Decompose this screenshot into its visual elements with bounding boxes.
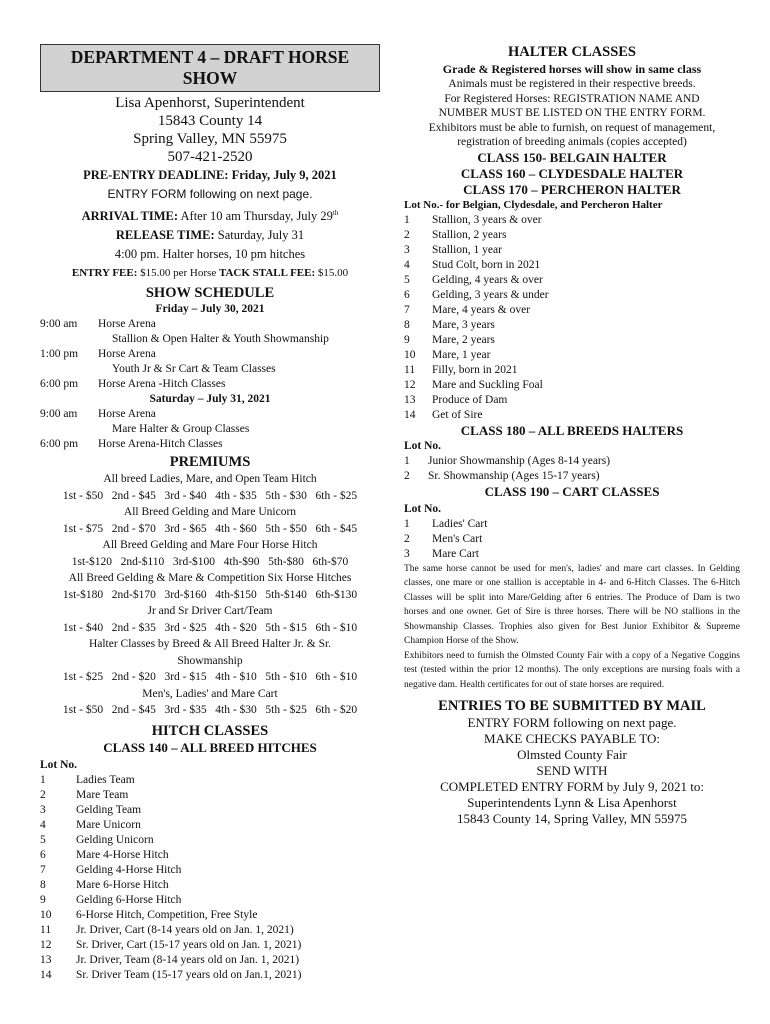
- intro-line: Exhibitors must be able to furnish, on request of management,: [428, 121, 716, 134]
- showmanship-lot-list: [404, 454, 740, 484]
- lot-number: 6: [40, 848, 46, 861]
- premium-amounts: 1st-$120 2nd-$110 3rd-$100 4th-$90 5th-$80 6th-$70: [71, 555, 349, 568]
- list-item: [404, 363, 740, 378]
- schedule-row: [40, 377, 380, 392]
- list-item: [40, 908, 380, 923]
- entry-fee-label: ENTRY FEE:: [71, 267, 138, 280]
- schedule-row: [40, 317, 380, 332]
- lot-name: Stud Colt, born in 2021: [432, 258, 541, 271]
- lot-number: 2: [404, 228, 410, 241]
- list-item: [404, 258, 740, 273]
- lot-number: 4: [404, 258, 410, 271]
- list-item: [40, 833, 380, 848]
- lot-no-label: Lot No.: [40, 758, 78, 771]
- lot-name: Mare, 1 year: [432, 348, 491, 361]
- lot-number: 13: [404, 393, 416, 406]
- lot-number: 3: [40, 803, 46, 816]
- list-item: [40, 938, 380, 953]
- class-160-heading: CLASS 160 – CLYDESDALE HALTER: [460, 165, 684, 181]
- lot-no-label-190: Lot No.: [404, 502, 442, 515]
- list-item: [404, 213, 740, 228]
- lot-no-label-180: Lot No.: [404, 439, 442, 452]
- schedule-place: Horse Arena: [98, 408, 156, 421]
- lot-number: 10: [404, 348, 416, 361]
- lot-name: Gelding, 3 years & under: [432, 288, 549, 301]
- lot-name: Gelding, 4 years & over: [432, 273, 543, 286]
- lot-name: Ladies' Cart: [432, 517, 488, 530]
- friday-heading: Friday – July 30, 2021: [155, 303, 265, 316]
- premium-class: 1st - $25 2nd - $20 3rd - $15 4th - $10 5th - $10 6th - $10: [62, 671, 358, 684]
- list-item: [40, 818, 380, 833]
- lot-number: 2: [404, 469, 410, 482]
- lot-name: 6-Horse Hitch, Competition, Free Style: [76, 908, 258, 921]
- list-item: [40, 878, 380, 893]
- premium-class: 1st - $50 2nd - $45 3rd - $35 4th - $30 5th - $25 6th - $20: [62, 704, 358, 717]
- lot-name: Mare Team: [76, 788, 129, 801]
- premium-class: Men's, Ladies' and Mare Cart: [142, 687, 278, 700]
- mail-line: 15843 County 14, Spring Valley, MN 55975: [456, 811, 688, 826]
- lot-number: 5: [404, 273, 410, 286]
- premium-class: All Breed Gelding and Mare Four Horse Hitch: [102, 539, 318, 552]
- lot-number: 13: [40, 953, 52, 966]
- class-180-heading: CLASS 180 – ALL BREEDS HALTERS: [460, 422, 684, 438]
- mail-line: ENTRY FORM following on next page.: [467, 715, 677, 730]
- show-schedule-title: SHOW SCHEDULE: [145, 285, 275, 302]
- list-item: [40, 953, 380, 968]
- lot-name: Get of Sire: [432, 408, 483, 421]
- tack-fee-value: $15.00: [317, 267, 349, 280]
- class-170-heading: CLASS 170 – PERCHERON HALTER: [463, 181, 681, 197]
- mail-line: SEND WITH: [536, 763, 608, 778]
- list-item: [404, 408, 740, 423]
- lot-name: Sr. Driver Team (15-17 years old on Jan.1, 2021): [76, 968, 302, 981]
- lot-name: Mare Cart: [432, 547, 479, 560]
- schedule-place: Horse Arena: [98, 318, 156, 331]
- lot-number: 14: [404, 408, 416, 421]
- premium-class: Jr and Sr Driver Cart/Team: [147, 605, 273, 618]
- list-item: [404, 393, 740, 408]
- right-column: [404, 44, 740, 827]
- halter-classes-title: HALTER CLASSES: [507, 44, 636, 60]
- lot-name: Jr. Driver, Cart (8-14 years old on Jan. 1, 2021): [76, 923, 294, 936]
- lot-name: Mare, 3 years: [432, 318, 495, 331]
- lot-number: 6: [404, 288, 410, 301]
- list-item: [404, 517, 740, 532]
- lot-number: 8: [40, 878, 46, 891]
- mail-line: COMPLETED ENTRY FORM by July 9, 2021 to:: [440, 779, 704, 794]
- release-value: Saturday, July 31: [217, 228, 305, 243]
- list-item: [40, 923, 380, 938]
- address-line-1: 15843 County 14: [157, 113, 263, 129]
- lot-name: Ladies Team: [76, 773, 135, 786]
- lot-name: Mare 4-Horse Hitch: [76, 848, 169, 861]
- lot-name: Mare 6-Horse Hitch: [76, 878, 169, 891]
- lot-name: Gelding 6-Horse Hitch: [76, 893, 182, 906]
- lot-number: 4: [40, 818, 46, 831]
- lot-number: 7: [40, 863, 46, 876]
- premium-class: Showmanship: [177, 654, 243, 667]
- lot-number: 10: [40, 908, 52, 921]
- schedule-row: [40, 437, 380, 452]
- lot-number: 9: [404, 333, 410, 346]
- halter-intro: [404, 77, 740, 150]
- mail-line: MAKE CHECKS PAYABLE TO:: [484, 731, 660, 746]
- lot-number: 7: [404, 303, 410, 316]
- arrival-label: ARRIVAL TIME:: [81, 209, 179, 224]
- halter-lot-list: [404, 213, 740, 423]
- schedule-place: Horse Arena -Hitch Classes: [98, 378, 226, 391]
- list-item: [40, 893, 380, 908]
- list-item: [404, 318, 740, 333]
- schedule-time: 9:00 am: [40, 408, 78, 421]
- saturday-heading: Saturday – July 31, 2021: [149, 393, 271, 406]
- class-150-heading: CLASS 150- BELGAIN HALTER: [477, 149, 667, 165]
- schedule-place: Horse Arena: [98, 348, 156, 361]
- schedule-detail: Youth Jr & Sr Cart & Team Classes: [112, 363, 276, 376]
- address-line-2: Spring Valley, MN 55975: [133, 131, 287, 147]
- intro-line: NUMBER MUST BE LISTED ON THE ENTRY FORM.: [438, 107, 706, 119]
- department-title: DEPARTMENT 4 – DRAFT HORSE SHOW: [40, 44, 380, 92]
- superintendent-name: Lisa Apenhorst, Superintendent: [115, 95, 305, 111]
- lot-name: Mare, 4 years & over: [432, 303, 531, 316]
- lot-name: Stallion, 2 years: [432, 228, 507, 241]
- tack-fee-label: TACK STALL FEE:: [218, 267, 316, 280]
- premiums-list: [40, 471, 380, 719]
- mail-line: Olmsted County Fair: [517, 747, 627, 762]
- list-item: [404, 333, 740, 348]
- lot-number: 2: [404, 532, 410, 545]
- coggins-note: Exhibitors need to furnish the Olmsted County Fair with a copy of a Negative Coggins test (tested within the prior 12 months). The only exceptions are nursing foals with a negative dam. Health certificates for out of state horses are required.: [404, 650, 740, 690]
- lot-name: Filly, born in 2021: [432, 363, 518, 376]
- entry-form-note: ENTRY FORM following on next page.: [107, 187, 313, 201]
- lot-number: 14: [40, 968, 52, 981]
- lot-number: 9: [40, 893, 46, 906]
- phone-number: 507-421-2520: [167, 149, 253, 165]
- rules-note: The same horse cannot be used for men's, ladies' and mare cart classes. In Gelding classes, one mare or one stallion is acceptable in 4- and 6-Hitch Classes. The 6-Hitch Classes will be split into Mare/Gelding after 6 entries. The Produce of Dam is two horses and one owner. Get of Sire is three horses. There will be NO stallions in the Showmanship Classes. Trophies also given for Best Junior Exhibitor & Supreme Champion Horse of the Show.: [404, 563, 740, 646]
- list-item: [40, 803, 380, 818]
- lot-number: 12: [404, 378, 416, 391]
- schedule-time: 6:00 pm: [40, 438, 79, 451]
- hitch-lot-list: [40, 773, 380, 983]
- lot-name: Sr. Showmanship (Ages 15-17 years): [428, 469, 600, 482]
- list-item: [404, 273, 740, 288]
- left-column: [40, 44, 380, 983]
- premium-class: All Breed Gelding & Mare & Competition Six Horse Hitches: [68, 572, 352, 585]
- lot-number: 11: [40, 923, 52, 936]
- lot-number: 12: [40, 938, 52, 951]
- arrival-time: [40, 204, 380, 226]
- class-190-heading: CLASS 190 – CART CLASSES: [484, 483, 660, 499]
- release-label: RELEASE TIME:: [115, 228, 215, 243]
- list-item: [40, 863, 380, 878]
- list-item: [40, 788, 380, 803]
- list-item: [404, 547, 740, 562]
- list-item: [404, 469, 740, 484]
- premium-amounts: 1st - $50 2nd - $45 3rd - $40 4th - $35 5th - $30 6th - $25: [62, 489, 358, 502]
- intro-line: Animals must be registered in their respective breeds.: [448, 78, 696, 90]
- lot-number: 11: [404, 363, 416, 376]
- schedule-time: 9:00 am: [40, 318, 78, 331]
- entry-fee-value: $15.00 per Horse: [140, 267, 217, 280]
- cart-lot-list: [404, 517, 740, 562]
- lot-number: 1: [40, 773, 46, 786]
- list-item: [404, 228, 740, 243]
- list-item: [40, 848, 380, 863]
- premium-class: Halter Classes by Breed & All Breed Halter Jr. & Sr.: [88, 638, 332, 651]
- intro-line: registration of breeding animals (copies accepted): [457, 136, 687, 148]
- schedule-row: [40, 347, 380, 362]
- lot-name: Junior Showmanship (Ages 8-14 years): [428, 454, 611, 467]
- list-item: [404, 378, 740, 393]
- list-item: [404, 303, 740, 318]
- fees: [40, 264, 380, 283]
- lot-name: Mare, 2 years: [432, 333, 495, 346]
- lot-name: Gelding 4-Horse Hitch: [76, 863, 182, 876]
- lot-number: 1: [404, 517, 410, 530]
- schedule-time: 6:00 pm: [40, 378, 79, 391]
- lot-name: Mare Unicorn: [76, 818, 141, 831]
- release-times: 4:00 pm. Halter horses, 10 pm hitches: [114, 247, 306, 262]
- grade-registered-note: Grade & Registered horses will show in same class: [442, 62, 702, 76]
- premium-amounts: 1st - $40 2nd - $35 3rd - $25 4th - $20 5th - $15 6th - $10: [62, 621, 358, 634]
- arrival-value: After 10 am Thursday, July 29: [180, 209, 333, 224]
- premium-amounts: 1st - $75 2nd - $70 3rd - $65 4th - $60 5th - $50 6th - $45: [62, 522, 358, 535]
- schedule-time: 1:00 pm: [40, 348, 79, 361]
- lot-name: Mare and Suckling Foal: [432, 378, 543, 391]
- lot-number: 3: [404, 243, 410, 256]
- lot-number: 2: [40, 788, 46, 801]
- schedule-detail: Stallion & Open Halter & Youth Showmanship: [112, 333, 329, 346]
- schedule-row: [40, 407, 380, 422]
- lot-number: 3: [404, 547, 410, 560]
- lot-number: 5: [40, 833, 46, 846]
- preentry-deadline: PRE-ENTRY DEADLINE: Friday, July 9, 2021: [83, 168, 337, 182]
- lot-name: Gelding Team: [76, 803, 142, 816]
- mail-submission-title: ENTRIES TO BE SUBMITTED BY MAIL: [438, 698, 706, 714]
- release-time: [40, 226, 380, 245]
- hitch-classes-title: HITCH CLASSES: [151, 722, 269, 739]
- saturday-schedule: [40, 407, 380, 452]
- mail-instructions: [404, 715, 740, 827]
- halter-lot-header: Lot No.- for Belgian, Clydesdale, and Percheron Halter: [404, 198, 663, 211]
- intro-line: For Registered Horses: REGISTRATION NAME AND: [444, 92, 700, 105]
- lot-name: Produce of Dam: [432, 393, 508, 406]
- lot-name: Men's Cart: [432, 532, 483, 545]
- lot-name: Sr. Driver, Cart (15-17 years old on Jan. 1, 2021): [76, 938, 302, 951]
- lot-name: Stallion, 1 year: [432, 243, 502, 256]
- list-item: [40, 968, 380, 983]
- lot-number: 1: [404, 213, 410, 226]
- mail-line: Superintendents Lynn & Lisa Apenhorst: [467, 795, 677, 810]
- lot-name: Jr. Driver, Team (8-14 years old on Jan. 1, 2021): [76, 953, 300, 966]
- list-item: [404, 243, 740, 258]
- list-item: [40, 773, 380, 788]
- premiums-title: PREMIUMS: [169, 454, 251, 471]
- schedule-detail: Mare Halter & Group Classes: [112, 423, 250, 436]
- lot-number: 8: [404, 318, 410, 331]
- premium-amounts: 1st-$180 2nd-$170 3rd-$160 4th-$150 5th-$140 6th-$130: [62, 588, 358, 601]
- lot-name: Stallion, 3 years & over: [432, 213, 542, 226]
- class-140-heading: CLASS 140 – ALL BREED HITCHES: [103, 739, 317, 755]
- friday-schedule: [40, 317, 380, 392]
- list-item: [404, 288, 740, 303]
- premium-class: All breed Ladies, Mare, and Open Team Hitch: [103, 473, 317, 486]
- lot-number: 1: [404, 454, 410, 467]
- premium-class: All Breed Gelding and Mare Unicorn: [123, 506, 297, 519]
- list-item: [404, 454, 740, 469]
- list-item: [404, 532, 740, 547]
- arrival-superscript: th: [332, 209, 339, 217]
- schedule-place: Horse Arena-Hitch Classes: [98, 438, 223, 451]
- lot-name: Gelding Unicorn: [76, 833, 154, 846]
- list-item: [404, 348, 740, 363]
